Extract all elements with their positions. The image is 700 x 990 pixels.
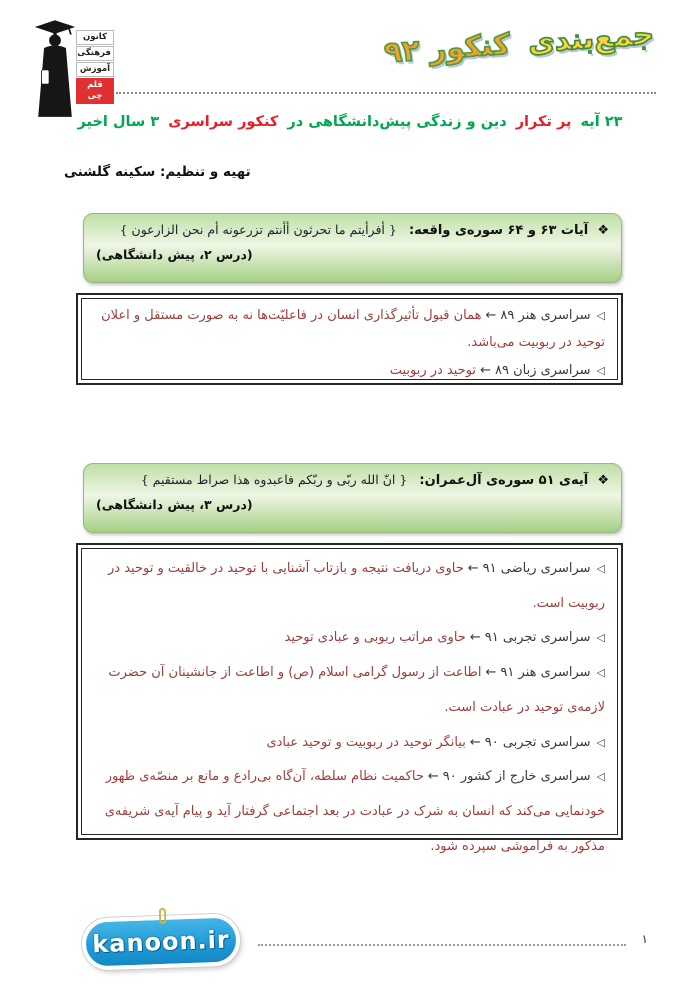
banner-heading-line xyxy=(94,472,609,488)
page-title xyxy=(0,114,700,130)
exam-item xyxy=(92,621,605,656)
kanoon-ir-label: kanoon.ir xyxy=(91,925,231,959)
banner-lesson-ref: (درس ۲، پیش دانشگاهی) xyxy=(96,247,253,262)
logo-org-line: آموزش xyxy=(76,62,114,77)
triangle-marker-icon: ◁ xyxy=(596,562,605,575)
title-segment: ۳ سال اخیر xyxy=(77,114,160,130)
logo-org-line: کانون xyxy=(76,30,114,45)
left-arrow-icon: ← xyxy=(467,561,479,576)
paperclip-icon xyxy=(159,908,167,924)
left-arrow-icon: ← xyxy=(485,665,497,681)
exam-description: همان قبول تأثیرگذاری انسان در فاعلیّت‌ها نه به صورت مستقل و اعلان توحید در ربوبیت می‌باشد. xyxy=(101,308,605,351)
triangle-marker-icon: ◁ xyxy=(596,770,605,784)
left-arrow-icon: ← xyxy=(485,308,497,323)
logo-brand-badge: قلم چی xyxy=(76,78,114,104)
header-art-part2: کنکور ۹۲ xyxy=(382,26,511,70)
banner-heading: آیه‌ی ۵۱ سوره‌ی آل‌عمران: xyxy=(419,473,589,488)
title-segment: کنکور سراسری xyxy=(168,114,279,130)
exam-name: سراسری خارج از کشور ۹۰ xyxy=(442,769,591,785)
triangle-marker-icon: ◁ xyxy=(596,363,605,377)
footer-dotted-divider xyxy=(258,944,626,946)
left-arrow-icon: ← xyxy=(480,362,491,378)
triangle-marker-icon: ◁ xyxy=(596,666,605,680)
prepared-by-line: تهیه و تنظیم: سکینه گلشنی xyxy=(64,164,251,180)
exam-description: توحید در ربوبیت xyxy=(389,362,477,378)
triangle-marker-icon: ◁ xyxy=(596,309,605,322)
exam-description: حاوی دریافت نتیجه و بازتاب آشنایی با توحید در خالقیت و توحید در ربوبیت است. xyxy=(108,561,605,611)
header-art-part1: جمع‌بندی xyxy=(526,16,655,60)
exam-name: سراسری زبان ۸۹ xyxy=(494,362,591,378)
banner-heading: آیات ۶۳ و ۶۴ سوره‌ی واقعه: xyxy=(408,223,589,238)
exam-name: سراسری ریاضی ۹۱ xyxy=(482,561,591,576)
header-dotted-divider xyxy=(116,92,656,94)
exam-description: بیانگر توحید در ربوبیت و توحید عبادی xyxy=(266,734,466,750)
left-arrow-icon: ← xyxy=(469,734,481,750)
banner-verse: { انّ الله ربّی و ربّکم فاعبدوه هذا صراط مستقیم } xyxy=(140,472,408,487)
exam-description: حاکمیت نظام سلطه، آن‌گاه بی‌رادع و مانع بر منصّه‌ی ظهور خودنمایی می‌کند که انسان به شرک در عبادت در بعد اجتماعی گرفتار آید و پیام آیه‌ی شریفه‌ی مذکور به فراموشی سپرده شود. xyxy=(104,769,605,854)
left-arrow-icon: ← xyxy=(469,630,481,646)
logo-text-column xyxy=(76,8,114,130)
banner-heading-line xyxy=(94,222,609,238)
exam-description: اطاعت از رسول گرامی اسلام (ص) و اطاعت از جانشینان آن حضرت لازمه‌ی توحید در عبادت است. xyxy=(108,665,605,715)
exam-description: حاوی مراتب ربوبی و عبادی توحید xyxy=(284,630,466,646)
exam-item xyxy=(92,760,605,864)
exam-item xyxy=(92,302,605,357)
header-art-title xyxy=(383,17,655,70)
section-banner-2 xyxy=(83,463,622,533)
exam-item xyxy=(92,552,605,621)
title-segment: دین و زندگی پیش‌دانشگاهی در xyxy=(287,114,507,130)
kanoon-ir-logo xyxy=(81,913,241,970)
section-content-box-1 xyxy=(81,298,618,380)
exam-name: سراسری تجربی ۹۱ xyxy=(484,630,591,646)
banner-verse: { أفرأیتم ما تحرثون أأنتم تزرعونه أم نحن الزارعون } xyxy=(119,222,397,237)
section-banner-1 xyxy=(83,213,622,283)
exam-item xyxy=(92,656,605,725)
kanoon-logo xyxy=(34,8,114,130)
title-segment: پر تکرار xyxy=(515,114,572,130)
title-segment: ۲۳ آیه xyxy=(580,114,623,130)
diamond-bullet-icon: ❖ xyxy=(597,473,609,488)
banner-lesson-ref: (درس ۳، پیش دانشگاهی) xyxy=(96,497,253,512)
graduate-figure-icon xyxy=(34,8,76,130)
exam-name: سراسری هنر ۸۹ xyxy=(500,308,591,323)
exam-name: سراسری هنر ۹۱ xyxy=(500,665,591,681)
triangle-marker-icon: ◁ xyxy=(596,735,605,749)
page-number: ۱ xyxy=(641,932,648,946)
left-arrow-icon: ← xyxy=(427,769,439,785)
logo-org-line: فرهنگی xyxy=(76,46,114,61)
exam-item xyxy=(92,726,605,761)
exam-item xyxy=(92,357,605,384)
triangle-marker-icon: ◁ xyxy=(596,631,605,645)
exam-name: سراسری تجربی ۹۰ xyxy=(484,734,591,750)
diamond-bullet-icon: ❖ xyxy=(597,223,609,238)
section-content-box-2 xyxy=(81,548,618,854)
